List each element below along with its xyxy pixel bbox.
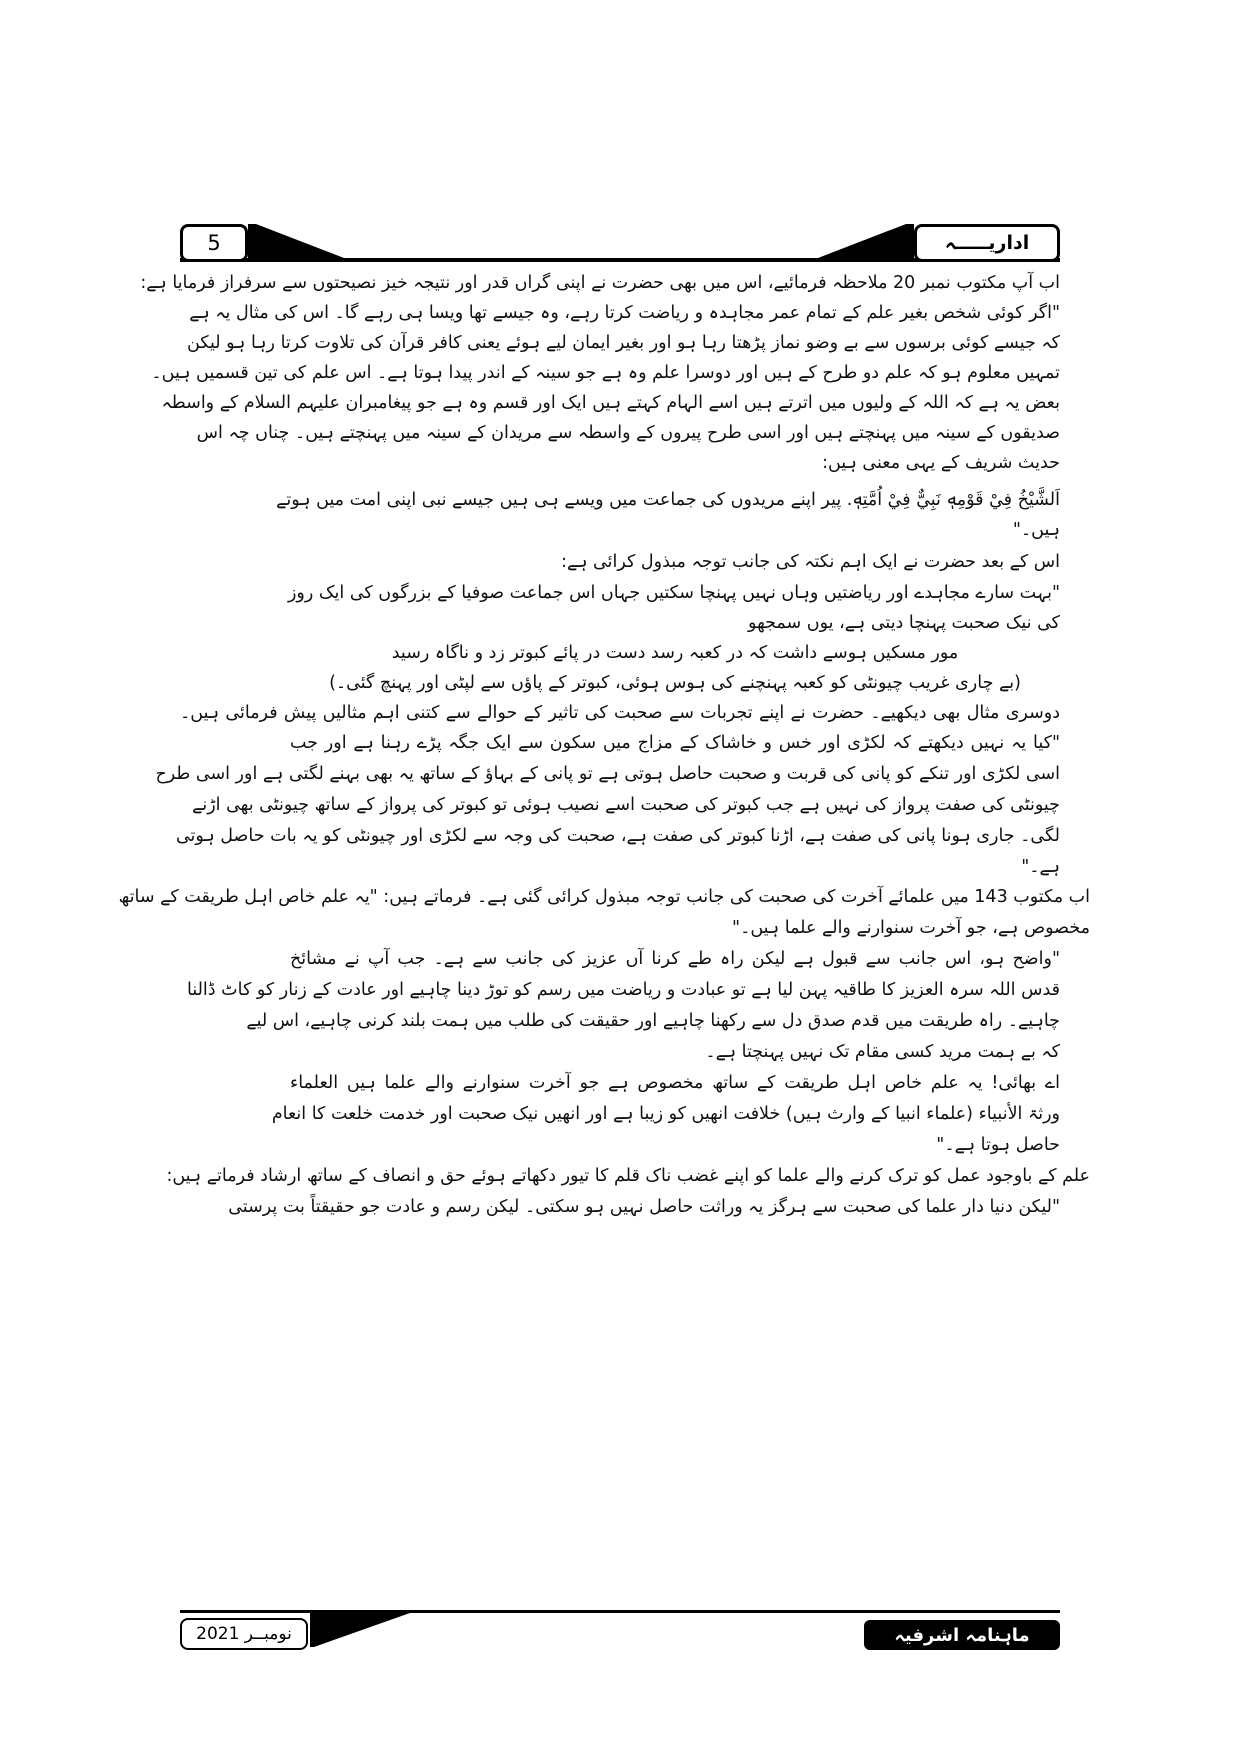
page-header <box>180 224 1060 262</box>
issue-date: نومبــر 2021 <box>180 1618 308 1650</box>
header-left-wedge <box>248 224 344 262</box>
text-line: ہے۔" <box>1021 857 1060 877</box>
text-line: لگی۔ جاری ہونا پانی کی صفت ہے، اڑنا کبوتر کی صفت ہے، صحبت کی وجہ سے لکڑی اور چیونٹی کو یہ بات حاصل ہوتی <box>175 826 1060 846</box>
hadith-line: اَلشَّيْخُ فِيْ قَوْمِهٖ نَبِيٌّ فِيْ اُمَّتِهٖ. پیر اپنے مریدوں کی جماعت میں ویسے ہی ہیں جیسے نبی اپنی امت میں ہوتے <box>276 490 1060 510</box>
text-line: صدیقوں کے سینہ میں پہنچتے ہیں اور اسی طرح پیروں کے واسطہ سے مریدان کے سینہ میں پہنچتے ہیں۔ چناں چہ اس <box>196 423 1060 443</box>
text-line: ہیں۔" <box>1012 520 1060 540</box>
text-line: "لیکن دنیا دار علما کی صحبت سے ہرگز یہ وراثت حاصل نہیں ہو سکتی۔ لیکن رسم و عادت جو حقیقتاً بت پرستی <box>228 1197 1060 1217</box>
text-line: چیونٹی کی صفت پرواز کی نہیں ہے جب کبوتر کی صحبت اسے نصیب ہوئی تو کبوتر کی پرواز کے ساتھ چیونٹی بھی اڑنے <box>192 795 1060 815</box>
text-line: کہ بے ہمت مرید کسی مقام تک نہیں پہنچتا ہے۔ <box>705 1042 1060 1062</box>
text-line: اسی لکڑی اور تنکے کو پانی کی قربت و صحبت حاصل ہوتی ہے تو پانی کے بہاؤ کے ساتھ یہ بھی بہنے لگتی ہے اور اسی طرح <box>155 764 1060 784</box>
text-line: حدیث شریف کے یہی معنی ہیں: <box>822 453 1060 473</box>
text-line: "واضح ہو، اس جانب سے قبول ہے لیکن راہ طے کرنا آں عزیز کی جانب سے ہے۔ جب آپ نے مشائخ <box>290 949 1060 969</box>
text-line: اے بھائی! یہ علم خاص اہل طریقت کے ساتھ مخصوص ہے جو آخرت سنوارنے والے علما ہیں العلماء <box>290 1073 1060 1093</box>
header-right-wedge <box>818 224 914 262</box>
text-line: حاصل ہوتا ہے۔" <box>936 1135 1060 1155</box>
text-line: اب مکتوب 143 میں علمائے آخرت کی صحبت کی جانب توجہ مبذول کرائی گئی ہے۔ فرماتے ہیں: "یہ علم خاص اہل طریقت کے ساتھ <box>118 887 1090 907</box>
text-line: اس کے بعد حضرت نے ایک اہم نکتہ کی جانب توجہ مبذول کرائی ہے: <box>561 552 1060 572</box>
text-line: بعض یہ ہے کہ اللہ کے ولیوں میں اترتے ہیں اسے الہام کہتے ہیں ایک اور قسم وہ ہے جو پیغامبران علیہم السلام کے واسطہ <box>161 393 1060 413</box>
persian-couplet: مور مسکیں ہوسے داشت کہ در کعبہ رسد دست در پائے کبوتر زد و ناگاہ رسید <box>391 643 959 663</box>
text-line: تمہیں معلوم ہو کہ علم دو طرح کے ہیں اور دوسرا علم وہ ہے جو سینہ کے اندر پیدا ہوتا ہے۔ اس علم کی تین قسمیں ہیں۔ <box>151 363 1060 383</box>
text-line: قدس اللہ سرہ العزیز کا طاقیہ پہن لیا ہے تو عبادت و ریاضت میں رسم کو توڑ دینا چاہیے اور عادت کے زنار کو کاٹ ڈالنا <box>186 980 1060 1000</box>
text-line: ورثۃ الأنبیاء (علماء انبیا کے وارث ہیں) خلافت انھیں کو زیبا ہے اور انھیں نیک صحبت اور خدمت خلعت کا انعام <box>271 1104 1060 1124</box>
text-line: کہ جیسے کوئی برسوں سے بے وضو نماز پڑھتا رہا ہو اور بغیر ایمان لیے ہوئے یعنی کافر قرآن کی تلاوت کرتا رہا ہو لیکن <box>186 333 1060 353</box>
section-title: اداریـــــہ <box>914 224 1060 262</box>
couplet-translation: (بے چاری غریب چیونٹی کو کعبہ پہنچنے کی ہوس ہوئی، کبوتر کے پاؤں سے لپٹی اور پہنچ گئی۔) <box>329 673 1021 693</box>
text-line: علم کے باوجود عمل کو ترک کرنے والے علما کو اپنے غضب ناک قلم کا تیور دکھاتے ہوئے حق و انصاف کے ساتھ ارشاد فرماتے ہیں: <box>166 1166 1090 1186</box>
text-line: "بہت سارے مجاہدے اور ریاضتیں وہاں نہیں پہنچا سکتیں جہاں اس جماعت صوفیا کے بزرگوں کی ایک روز <box>287 583 1060 603</box>
magazine-name: ماہنامہ اشرفیہ <box>864 1620 1060 1650</box>
text-line: "اگر کوئی شخص بغیر علم کے تمام عمر مجاہدہ و ریاضت کرتا رہے، وہ جیسے تھا ویسا ہی رہے گا۔ اس کی مثال یہ ہے <box>189 303 1060 323</box>
page-number: 5 <box>180 224 248 262</box>
text-line: کی نیک صحبت پہنچا دیتی ہے، یوں سمجھو <box>748 613 1060 633</box>
text-line: چاہیے۔ راہ طریقت میں قدم صدق دل سے رکھنا چاہیے اور حقیقت کی طلب میں ہمت بلند کرنی چاہیے، اس لیے <box>246 1011 1060 1031</box>
footer-wedge <box>310 1613 410 1647</box>
text-line: مخصوص ہے، جو آخرت سنوارنے والے علما ہیں۔" <box>732 918 1090 938</box>
page-footer <box>180 1610 1060 1650</box>
text-line: دوسری مثال بھی دیکھیے۔ حضرت نے اپنے تجربات سے صحبت کی تاثیر کے حوالے سے کتنی اہم مثالیں پیش فرمائی ہیں۔ <box>180 703 1060 723</box>
text-line: اب آپ مکتوب نمبر 20 ملاحظہ فرمائیے، اس میں بھی حضرت نے اپنی گراں قدر اور نتیجہ خیز نصیحتوں سے سرفراز فرمایا ہے: <box>140 273 1060 293</box>
article-body <box>118 268 1090 1688</box>
text-line: "کیا یہ نہیں دیکھتے کہ لکڑی اور خس و خاشاک کے مزاج میں سکون سے ایک جگہ پڑے رہنا ہے اور جب <box>290 733 1060 753</box>
